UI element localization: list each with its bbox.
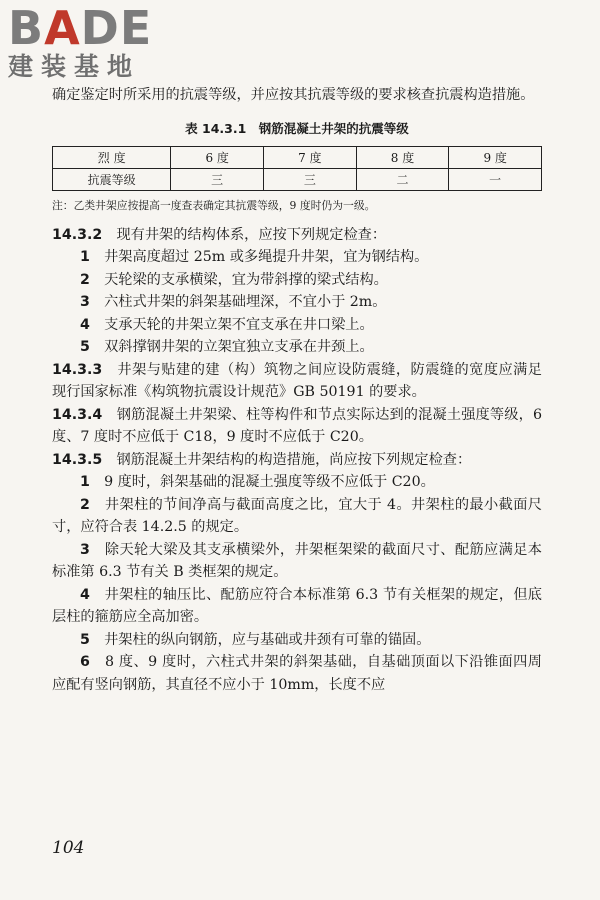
list-item: 5 双斜撑钢井架的立架宜独立支承在井颈上。 [80,339,374,355]
table-cell: 烈 度 [53,146,171,168]
table-row [53,168,542,190]
clause-text: 现有井架的结构体系，应按下列规定检查： [116,226,387,243]
table-cell: 6 度 [171,146,264,168]
clause-14-3-5 [52,449,542,472]
table-cell: 抗震等级 [53,168,171,190]
clause-number: 14.3.4 [52,406,103,423]
page-number: 104 [52,838,85,858]
clause-text: 钢筋混凝土井架梁、柱等构件和节点实际达到的混凝土强度等级，6 度、7 度时不应低于 C18，9 度时不应低于 C20。 [52,406,542,445]
table-cell: 一 [449,168,542,190]
clause-14-3-3 [52,359,542,404]
list-item: 6 8 度、9 度时，六柱式井架的斜架基础，自基础顶面以下沿锥面四周应配有竖向钢筋，其直径不应小于 10mm，长度不应 [52,654,542,693]
seismic-grade-table [52,146,542,191]
clause-number: 14.3.3 [52,361,103,378]
page-body [52,84,542,696]
table-cell: 三 [171,168,264,190]
logo-wordmark: BADE [8,1,153,55]
table-cell: 7 度 [264,146,357,168]
clause-14-3-4 [52,404,542,449]
brand-logo [8,1,178,82]
table-cell: 9 度 [449,146,542,168]
list-item: 1 9 度时，斜架基础的混凝土强度等级不应低于 C20。 [80,474,435,490]
logo-subtitle: 建装基地 [8,52,141,81]
list-item: 4 井架柱的轴压比、配筋应符合本标准第 6.3 节有关框架的规定，但底层柱的箍筋应全高加密。 [52,586,542,625]
clause-14-3-2 [52,224,542,247]
table-cell: 二 [356,168,449,190]
list-item: 3 除天轮大梁及其支承横梁外，井架框架梁的截面尺寸、配筋应满足本标准第 6.3 节有关 B 类框架的规定。 [52,541,542,580]
clause-number: 14.3.2 [52,226,103,243]
list-item: 2 井架柱的节间净高与截面高度之比，宜大于 4。井架柱的最小截面尺寸，应符合表 14.2.5 的规定。 [52,496,542,535]
table-note: 注：乙类井架应按提高一度查表确定其抗震等级，9 度时仍为一级。 [52,198,376,212]
clause-text: 钢筋混凝土井架结构的构造措施，尚应按下列规定检查： [116,451,472,468]
clause-text: 井架与贴建的建（构）筑物之间应设防震缝，防震缝的宽度应满足现行国家标准《构筑物抗震设计规范》GB 50191 的要求。 [52,361,542,400]
list-item: 3 六柱式井架的斜架基础埋深，不宜小于 2m。 [80,294,387,310]
table-cell: 8 度 [356,146,449,168]
clause-number: 14.3.5 [52,451,103,468]
list-item: 5 井架柱的纵向钢筋，应与基础或井颈有可靠的锚固。 [80,631,431,648]
continuation-paragraph: 确定鉴定时所采用的抗震等级，并应按其抗震等级的要求核查抗震构造措施。 [52,87,535,103]
list-item: 4 支承天轮的井架立架不宜支承在井口梁上。 [80,316,374,333]
table-cell: 三 [264,168,357,190]
table-caption: 表 14.3.1 钢筋混凝土井架的抗震等级 [185,120,409,136]
table-header-row [53,146,542,168]
list-item: 1 井架高度超过 25m 或多绳提升井架，宜为钢结构。 [80,249,429,265]
list-item: 2 天轮梁的支承横梁，宜为带斜撑的梁式结构。 [80,271,388,288]
